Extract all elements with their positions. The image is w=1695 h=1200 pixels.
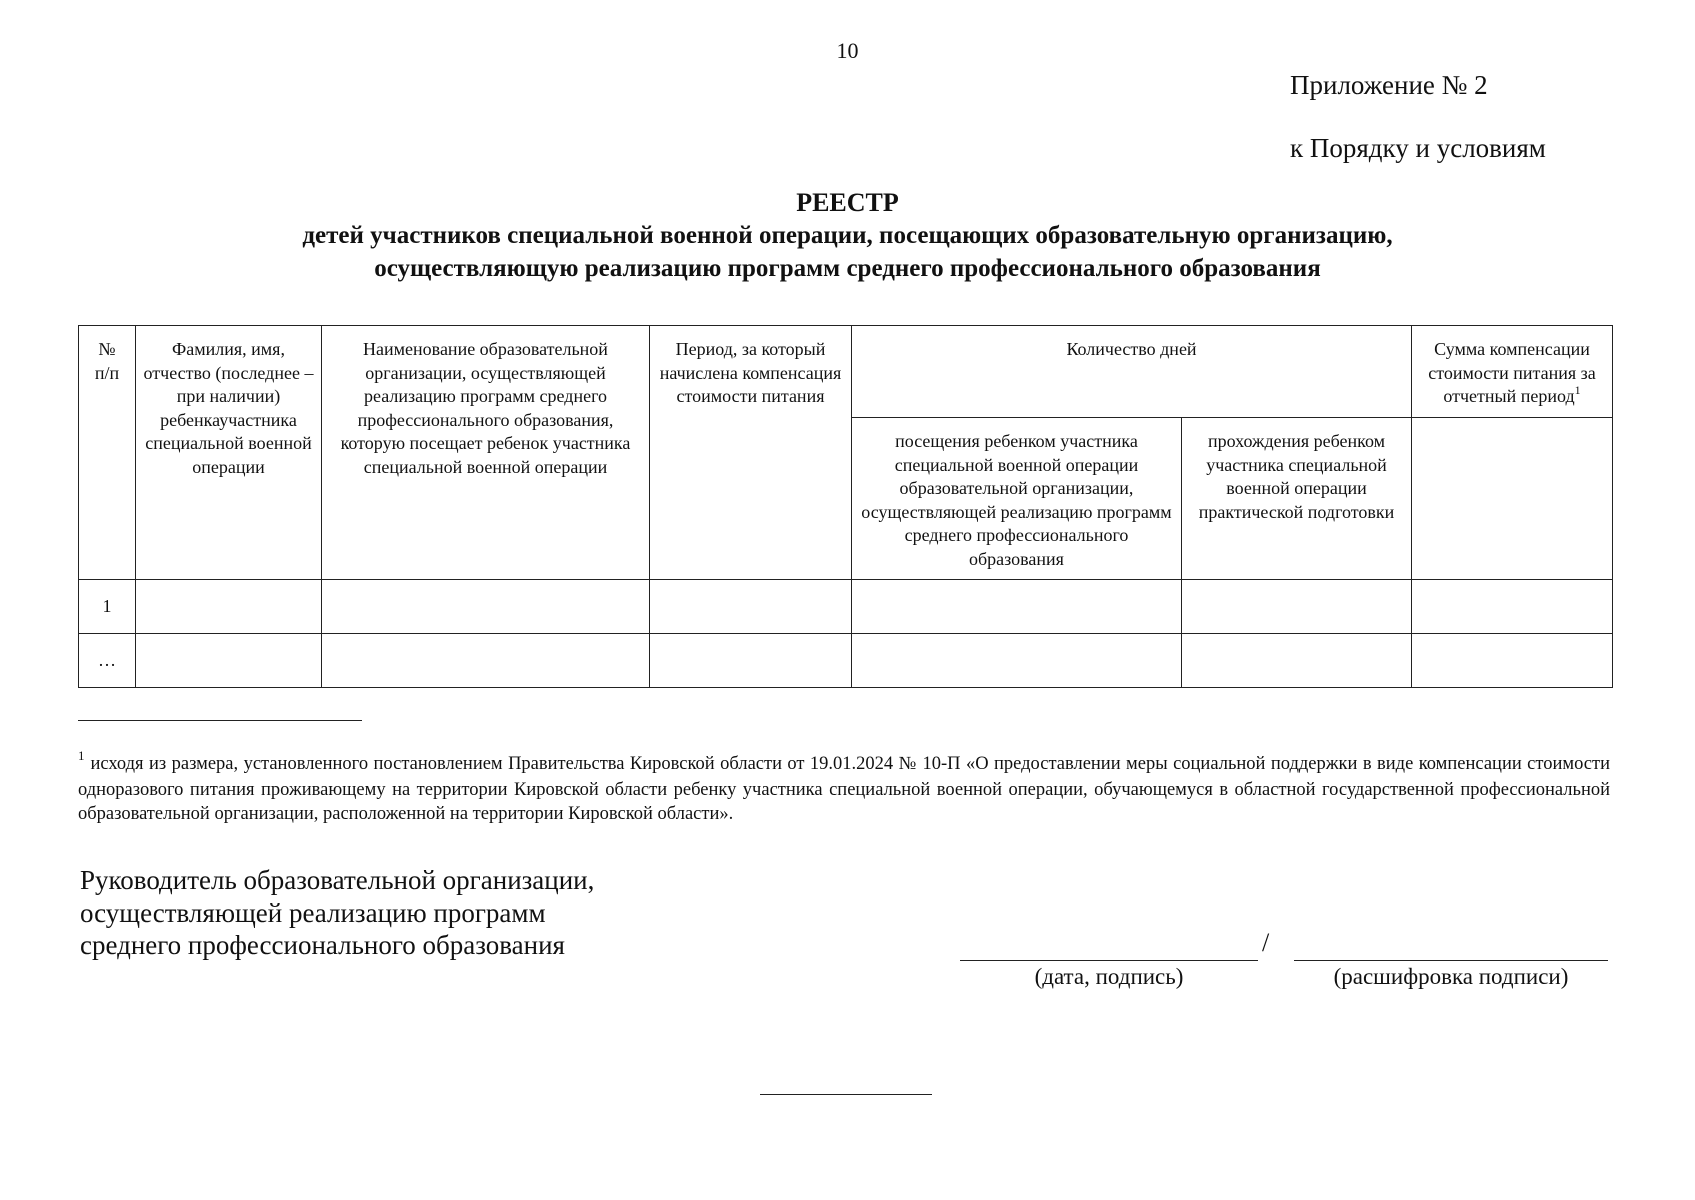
subtitle-line-1: детей участников специальной военной операции, посещающих образовательную организацию,	[302, 222, 1393, 249]
table-row	[79, 634, 1613, 688]
signature-name-line	[1294, 960, 1608, 961]
header-sum	[1412, 326, 1613, 418]
signatory-line-2: осуществляющей реализацию программ	[80, 897, 546, 928]
row-cell	[136, 580, 322, 634]
signatory-line-3: среднего профессионального образования	[80, 930, 565, 960]
header-num-line-1: №	[98, 339, 116, 359]
row-cell	[1182, 634, 1412, 688]
page-number: 10	[836, 38, 859, 63]
signature-name-caption: (расшифровка подписи)	[1333, 964, 1569, 989]
row-cell	[1182, 580, 1412, 634]
header-fio: Фамилия, имя, отчество (последнее – при наличии) ребенкаучастника специальной военной операции	[136, 326, 322, 580]
row-cell	[322, 580, 650, 634]
row-cell	[650, 580, 852, 634]
row-num-cell: …	[79, 634, 136, 688]
header-sum-empty	[1412, 418, 1613, 580]
header-period: Период, за который начислена компенсация стоимости питания	[650, 326, 852, 580]
header-days: Количество дней	[852, 326, 1412, 418]
header-org: Наименование образовательной организации, осуществляющей реализацию программ среднего профессионального образования, которую посещает ребенок участника специальной военной операции	[322, 326, 650, 580]
table-header-row-1	[79, 326, 1613, 418]
footnote-mark: 1	[78, 748, 85, 763]
signatory-block	[80, 864, 594, 962]
appendix-reference: к Порядку и условиям	[1290, 133, 1546, 163]
subtitle-line-2: осуществляющую реализацию программ среднего профессионального образования	[374, 255, 1321, 282]
footnote	[78, 748, 1610, 827]
header-num-line-2: п/п	[94, 362, 120, 383]
document-title: РЕЕСТР	[796, 188, 899, 217]
header-sum-footnote-mark: 1	[1574, 383, 1581, 397]
row-cell	[136, 634, 322, 688]
signature-date-caption: (дата, подпись)	[1034, 964, 1184, 989]
row-cell	[852, 580, 1182, 634]
header-sum-text: Сумма компенсации стоимости питания за отчетный период	[1428, 339, 1596, 406]
end-divider	[760, 1094, 932, 1095]
registry-table	[78, 325, 1613, 688]
row-cell	[1412, 634, 1613, 688]
document-subtitle	[100, 219, 1595, 285]
signature-slash: /	[1262, 928, 1270, 957]
row-cell	[1412, 580, 1613, 634]
header-num	[79, 326, 136, 580]
row-cell	[322, 634, 650, 688]
row-cell	[650, 634, 852, 688]
header-days-attend: посещения ребенком участника специальной военной операции образовательной организации, осуществляющей реализацию программ среднего профессионального образования	[852, 418, 1182, 580]
appendix-label: Приложение № 2	[1290, 70, 1488, 100]
header-days-practice: прохождения ребенком участника специальной военной операции практической подготовки	[1182, 418, 1412, 580]
footnote-text: исходя из размера, установленного постановлением Правительства Кировской области от 19.01.2024 № 10-П «О предоставлении меры социальной поддержки в виде компенсации стоимости одноразового питания проживающему на территории Кировской области ребенку участника специальной военной операции, обучающемуся в областной государственной профессиональной образовательной организации, расположенной на территории Кировской области».	[78, 754, 1610, 824]
table-row	[79, 580, 1613, 634]
signatory-line-1: Руководитель образовательной организации,	[80, 865, 595, 895]
signature-date-line	[960, 960, 1258, 961]
footnote-divider	[78, 720, 362, 721]
row-cell	[852, 634, 1182, 688]
row-num-cell: 1	[79, 580, 136, 634]
